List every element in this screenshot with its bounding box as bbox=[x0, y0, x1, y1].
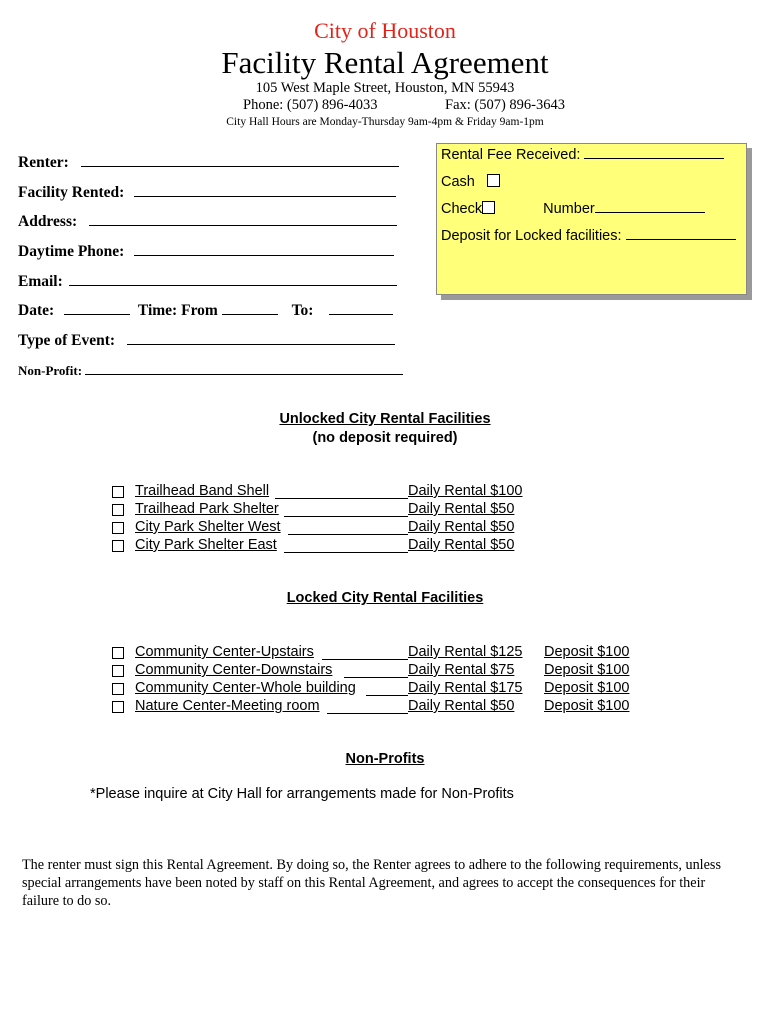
time-from-label: Time: From bbox=[137, 302, 218, 319]
facility-deposit: Deposit $100 bbox=[544, 662, 630, 678]
email-field[interactable] bbox=[18, 273, 397, 291]
event-type-field[interactable] bbox=[18, 332, 395, 350]
event-type-label: Type of Event: bbox=[18, 332, 116, 349]
facility-checkbox[interactable] bbox=[112, 504, 124, 516]
facility-deposit: Deposit $100 bbox=[544, 698, 630, 714]
daytime-phone-label: Daytime Phone: bbox=[18, 243, 125, 260]
facility-price: Daily Rental $50 bbox=[408, 519, 515, 535]
fill-line bbox=[327, 713, 408, 714]
fill-line bbox=[366, 695, 408, 696]
office-hours: City Hall Hours are Monday-Thursday 9am-4pm & Friday 9am-1pm bbox=[226, 116, 544, 128]
fill-line bbox=[322, 659, 408, 660]
fee-received-line[interactable] bbox=[584, 147, 724, 159]
email-label: Email: bbox=[18, 273, 63, 290]
address-line: 105 West Maple Street, Houston, MN 55943 bbox=[255, 80, 515, 96]
event-type-line[interactable] bbox=[127, 332, 395, 345]
time-from-line[interactable] bbox=[222, 302, 278, 315]
phone-number: Phone: (507) 896-4033 bbox=[243, 97, 378, 113]
facility-label: Facility Rented: bbox=[18, 184, 125, 201]
daytime-phone-line[interactable] bbox=[134, 243, 394, 256]
address-label: Address: bbox=[18, 213, 78, 230]
date-line[interactable] bbox=[64, 302, 130, 315]
deposit-line[interactable] bbox=[626, 228, 736, 240]
facility-field[interactable] bbox=[18, 184, 396, 202]
facility-checkbox[interactable] bbox=[112, 486, 124, 498]
unlocked-subtitle: (no deposit required) bbox=[312, 430, 458, 446]
date-time-field[interactable] bbox=[18, 302, 393, 320]
city-name: City of Houston bbox=[314, 18, 456, 43]
nonprofits-note: *Please inquire at City Hall for arrangements made for Non-Profits bbox=[90, 786, 514, 802]
cash-checkbox[interactable] bbox=[487, 174, 500, 187]
non-profit-label: Non-Profit: bbox=[18, 363, 83, 378]
facility-line[interactable] bbox=[134, 184, 396, 197]
facility-price: Daily Rental $50 bbox=[408, 501, 515, 517]
facility-name: Community Center-Downstairs bbox=[135, 662, 333, 678]
daytime-phone-field[interactable] bbox=[18, 243, 394, 261]
fee-received-row[interactable] bbox=[441, 147, 724, 163]
renter-field[interactable] bbox=[18, 154, 399, 172]
facility-checkbox[interactable] bbox=[112, 522, 124, 534]
email-line[interactable] bbox=[69, 273, 397, 286]
facility-name: Trailhead Band Shell bbox=[135, 483, 270, 499]
facility-checkbox[interactable] bbox=[112, 665, 124, 677]
facility-name: Community Center-Whole building bbox=[135, 680, 356, 696]
facility-checkbox[interactable] bbox=[112, 540, 124, 552]
facility-checkbox[interactable] bbox=[112, 647, 124, 659]
renter-line[interactable] bbox=[81, 154, 399, 167]
check-label: Check bbox=[441, 201, 483, 217]
facility-checkbox[interactable] bbox=[112, 683, 124, 695]
fax-number: Fax: (507) 896-3643 bbox=[445, 97, 566, 113]
locked-title: Locked City Rental Facilities bbox=[286, 590, 484, 606]
fill-line bbox=[284, 552, 408, 553]
fill-line bbox=[344, 677, 408, 678]
renter-label: Renter: bbox=[18, 154, 69, 171]
time-to-label: To: bbox=[291, 302, 314, 319]
cash-row[interactable] bbox=[441, 174, 500, 190]
unlocked-title: Unlocked City Rental Facilities bbox=[279, 411, 491, 427]
facility-price: Daily Rental $175 bbox=[408, 680, 523, 696]
facility-price: Daily Rental $50 bbox=[408, 537, 515, 553]
facility-price: Daily Rental $125 bbox=[408, 644, 523, 660]
time-to-line[interactable] bbox=[329, 302, 393, 315]
date-label: Date: bbox=[18, 302, 55, 319]
office-use-box bbox=[436, 143, 747, 295]
address-line-field[interactable] bbox=[89, 213, 397, 226]
check-checkbox[interactable] bbox=[482, 201, 495, 214]
address-field[interactable] bbox=[18, 213, 397, 231]
facility-deposit: Deposit $100 bbox=[544, 644, 630, 660]
deposit-row[interactable] bbox=[441, 228, 736, 244]
number-line[interactable] bbox=[595, 201, 705, 213]
fill-line bbox=[288, 534, 408, 535]
cash-label: Cash bbox=[441, 174, 475, 190]
facility-price: Daily Rental $100 bbox=[408, 483, 523, 499]
page-title: Facility Rental Agreement bbox=[221, 45, 549, 80]
nonprofits-title: Non-Profits bbox=[345, 751, 425, 767]
fee-received-label: Rental Fee Received: bbox=[441, 147, 581, 163]
facility-checkbox[interactable] bbox=[112, 701, 124, 713]
non-profit-field[interactable] bbox=[18, 362, 403, 379]
facility-name: City Park Shelter East bbox=[135, 537, 277, 553]
facility-name: Community Center-Upstairs bbox=[135, 644, 314, 660]
facility-name: Trailhead Park Shelter bbox=[135, 501, 279, 517]
fill-line bbox=[275, 498, 408, 499]
deposit-label: Deposit for Locked facilities: bbox=[441, 228, 622, 244]
facility-deposit: Deposit $100 bbox=[544, 680, 630, 696]
fill-line bbox=[284, 516, 408, 517]
number-label: Number bbox=[543, 201, 595, 217]
non-profit-line[interactable] bbox=[85, 362, 403, 375]
facility-price: Daily Rental $50 bbox=[408, 698, 515, 714]
facility-name: City Park Shelter West bbox=[135, 519, 281, 535]
facility-price: Daily Rental $75 bbox=[408, 662, 515, 678]
agreement-text: The renter must sign this Rental Agreement. By doing so, the Renter agrees to adhere to the following requirements, unless special arrangements have been noted by staff on this Rental Agreement, and agrees to accept the consequences for their failure to do so. bbox=[22, 857, 721, 909]
check-row[interactable] bbox=[441, 201, 705, 217]
facility-name: Nature Center-Meeting room bbox=[135, 698, 320, 714]
